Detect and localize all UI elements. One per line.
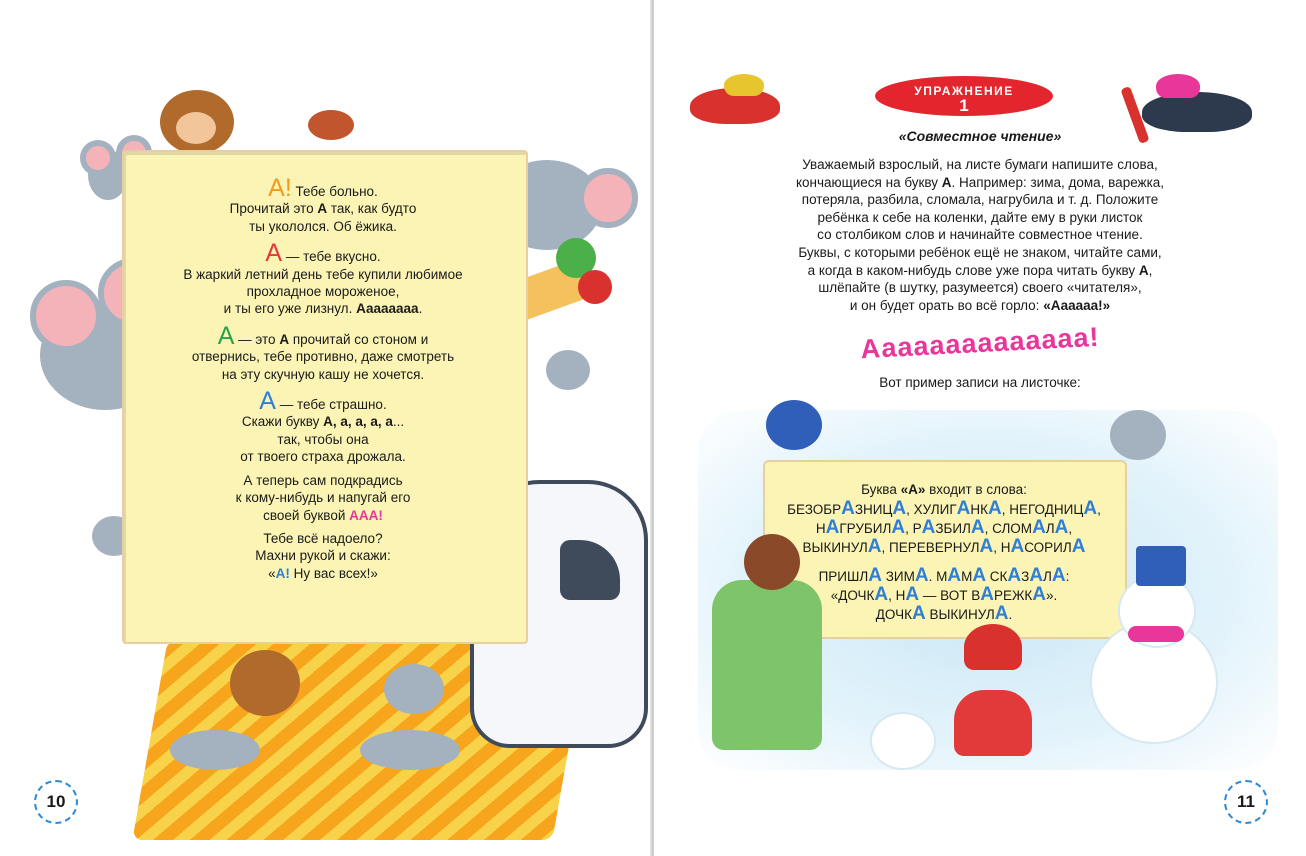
note-heading — [763, 482, 1125, 497]
capital-a-letter: А — [868, 565, 882, 586]
word-fragment: , — [1068, 521, 1073, 536]
text-span: прочитай со стоном и — [289, 331, 429, 347]
word-fragment: . — [1008, 607, 1013, 622]
bird-with-pencil-illustration — [766, 400, 822, 450]
exercise-badge-number: 1 — [959, 96, 969, 115]
text-span: Прочитай это — [229, 201, 318, 217]
bird-hat-icon — [724, 74, 764, 96]
word-fragment: ЗНИЦ — [854, 502, 893, 517]
mouse-illustration-bottom — [170, 730, 260, 770]
text-span: шлёпайте (в шутку, разумеется) своего «читателя», — [818, 280, 1142, 296]
capital-a-letter: А — [956, 498, 971, 519]
text-span: Аааааааа — [356, 301, 419, 317]
word-fragment: — ВОТ В — [919, 588, 981, 603]
word-fragment: , НЕГОДНИЦ — [1001, 502, 1084, 517]
capital-a-letter: А — [970, 517, 985, 538]
text-span: А теперь сам подкрадись — [243, 472, 403, 488]
mouse-illustration-small — [546, 350, 590, 390]
text-span: так, как будто — [327, 201, 417, 217]
word-fragment: , Р — [905, 521, 922, 536]
word-fragment: , ПЕРЕВЕРНУЛ — [881, 540, 980, 555]
text-span: А — [941, 174, 952, 190]
text-span: , — [1148, 262, 1153, 278]
capital-a-letter: А — [911, 603, 926, 624]
capital-a-letter: А — [921, 517, 936, 538]
text-span: — тебе страшно. — [275, 397, 387, 413]
text-span: и он будет орать во всё горло: — [849, 297, 1044, 313]
text-span: своей буквой — [263, 507, 350, 523]
capital-a-letter: А — [980, 584, 994, 605]
word-fragment: ». — [1046, 588, 1058, 603]
bird-illustration-right — [1142, 92, 1252, 132]
girl-head-icon — [744, 534, 800, 590]
text-span: — это — [234, 331, 280, 347]
capital-a-letter: А — [891, 517, 906, 538]
capital-a-letter: А — [914, 565, 929, 586]
text-span: ты укололся. Об ёжика. — [249, 218, 397, 234]
text-span: и ты его уже лизнул. — [223, 301, 357, 317]
text-span: В жаркий летний день тебе купили любимое — [183, 266, 463, 282]
text-span: « — [268, 565, 276, 581]
capital-a-letter: А — [947, 565, 962, 586]
mouse-ear-icon — [30, 280, 102, 352]
capital-a-letter: А — [867, 536, 882, 557]
word-fragment: ЗИМ — [881, 569, 915, 584]
capital-a-letter: А — [841, 498, 855, 519]
page-number-left: 10 — [34, 780, 78, 824]
word-fragment: ВЫКИНУЛ — [925, 607, 995, 622]
bird-illustration — [308, 110, 354, 140]
capital-a-letter: А — [1007, 565, 1022, 586]
word-fragment: СК — [986, 569, 1008, 584]
word-fragment: М — [961, 569, 973, 584]
word-fragment: ВЫКИНУЛ — [802, 540, 868, 555]
paragraph-bored — [122, 530, 524, 582]
text-span: ребёнка к себе на коленки, дайте ему в руки листок — [817, 209, 1143, 225]
capital-a-letter: А — [1032, 517, 1046, 538]
capital-a-letter: А — [892, 498, 907, 519]
word-fragment: Л — [1043, 569, 1052, 584]
text-span: Уважаемый взрослый, на листе бумаги напишите слова, — [802, 157, 1158, 172]
exercise-badge-title: УПРАЖНЕНИЕ — [914, 84, 1014, 98]
mouse-illustration-bottom — [360, 730, 460, 770]
ice-cream-scoop-icon — [578, 270, 612, 304]
text-span: отвернись, тебе противно, даже смотреть — [191, 349, 455, 365]
shout-heading: Аааааааааааааа! — [859, 321, 1101, 365]
text-span: к кому-нибудь и напугай его — [235, 490, 411, 506]
capital-a-letter: А — [1010, 536, 1025, 557]
text-span: на эту скучную кашу не хочется. — [221, 366, 425, 382]
paragraph-sneak — [122, 472, 524, 524]
page-number-right: 11 — [1224, 780, 1268, 824]
text-span: А — [317, 201, 328, 217]
capital-a-letter: А — [1083, 498, 1098, 519]
word-fragment: НК — [970, 502, 989, 517]
text-span: со столбиком слов и начинайте совместное чтение. — [817, 227, 1143, 243]
left-page-text — [122, 176, 524, 588]
word-fragment: , — [1097, 502, 1101, 517]
text-span: входит в слова: — [925, 482, 1027, 497]
text-span: А — [279, 331, 290, 347]
left-page — [0, 0, 652, 856]
hedgehog-illustration — [230, 650, 300, 716]
letter-a-blue: А — [259, 387, 276, 416]
text-span: Махни рукой и скажи: — [255, 548, 391, 564]
capital-a-letter: А — [994, 603, 1009, 624]
boy-hat-icon — [964, 624, 1022, 670]
snowman-hat-icon — [1136, 546, 1186, 586]
letter-a-orange: А! — [268, 174, 292, 202]
text-span: от твоего страха дрожала. — [240, 449, 406, 465]
text-span: Тебе всё надоело? — [263, 530, 383, 546]
word-fragment: , СЛОМ — [984, 521, 1033, 536]
text-span: «Аааааа!» — [1043, 297, 1111, 313]
text-span: Тебе больно. — [291, 184, 378, 199]
letter-a-red: А — [265, 239, 283, 268]
paragraph-disgust — [122, 321, 524, 383]
capital-a-letter: А — [988, 498, 1002, 519]
text-span: . — [418, 301, 423, 317]
exercise-subtitle: «Совместное чтение» — [898, 128, 1062, 144]
paragraph-tasty — [122, 241, 524, 318]
word-fragment: ГРУБИЛ — [839, 521, 892, 536]
word-fragment: . М — [928, 569, 948, 584]
text-span: ... — [392, 414, 405, 430]
bird-hat-icon — [1156, 74, 1200, 98]
intro-paragraph — [770, 156, 1190, 314]
word-fragment: Н — [815, 521, 826, 536]
word-fragment: , Н — [993, 540, 1011, 555]
example-caption: Вот пример записи на листочке: — [879, 375, 1081, 390]
paragraph-scared — [122, 389, 524, 466]
word-fragment: : — [1065, 569, 1070, 584]
text-span: а когда в каком-нибудь слове уже пора читать букву — [807, 262, 1139, 278]
word-fragment: БЕЗОБР — [787, 502, 842, 517]
text-span: прохладное мороженое, — [246, 284, 400, 300]
word-fragment: СОРИЛ — [1024, 540, 1072, 555]
text-span: Ну вас всех!» — [289, 565, 378, 581]
text-span: А! — [275, 565, 290, 581]
word-group-1 — [763, 500, 1125, 557]
word-fragment: , Н — [888, 588, 906, 603]
text-span: — тебе вкусно. — [282, 249, 381, 265]
text-span: «А» — [900, 482, 926, 497]
text-span: А, а, а, а, а — [323, 414, 393, 430]
capital-a-letter: А — [1032, 584, 1047, 605]
word-fragment: З — [1021, 569, 1030, 584]
mouse-ear-icon — [578, 168, 638, 228]
right-page — [654, 0, 1306, 856]
text-span: так, чтобы она — [277, 431, 369, 447]
text-span: Буква — [861, 482, 901, 497]
mouse-illustration-bottom — [384, 664, 444, 714]
capital-a-letter: А — [979, 536, 994, 557]
capital-a-letter: А — [972, 565, 987, 586]
text-span: Буквы, с которыми ребёнок ещё не знаком, читайте сами, — [798, 244, 1162, 260]
capital-a-letter: А — [874, 584, 889, 605]
capital-a-letter: А — [1029, 565, 1044, 586]
text-span: потеряла, разбила, сломала, нагрубила и т. д. Положите — [801, 192, 1159, 208]
girl-illustration — [712, 580, 822, 750]
text-span: Скажи букву — [241, 414, 324, 430]
text-span: . Например: зима, дома, варежка, — [951, 174, 1165, 190]
word-fragment: Л — [1045, 521, 1055, 536]
paragraph-hurt — [122, 176, 524, 235]
word-fragment: РЕЖК — [993, 588, 1033, 603]
text-span: кончающиеся на букву — [795, 174, 942, 190]
capital-a-letter: А — [1054, 517, 1069, 538]
word-fragment: , ХУЛИГ — [906, 502, 957, 517]
word-fragment: ДОЧК — [875, 607, 912, 622]
word-fragment: ЗБИЛ — [935, 521, 971, 536]
snowball-icon — [870, 712, 936, 770]
mouse-illustration-right-page — [1110, 410, 1166, 460]
capital-a-letter: А — [825, 517, 840, 538]
capital-a-letter: А — [1071, 536, 1086, 557]
snowman-scarf-icon — [1128, 626, 1184, 642]
letter-a-green: А — [217, 321, 235, 350]
text-span: ААА! — [349, 507, 383, 523]
word-fragment: «ДОЧК — [830, 588, 875, 603]
mouse-ear-icon — [80, 140, 116, 176]
hedgehog-face-icon — [176, 112, 216, 144]
boy-illustration — [954, 690, 1032, 756]
capital-a-letter: А — [1051, 565, 1066, 586]
text-span: А — [1138, 262, 1149, 278]
capital-a-letter: А — [905, 584, 920, 605]
word-fragment: ПРИШЛ — [818, 569, 869, 584]
